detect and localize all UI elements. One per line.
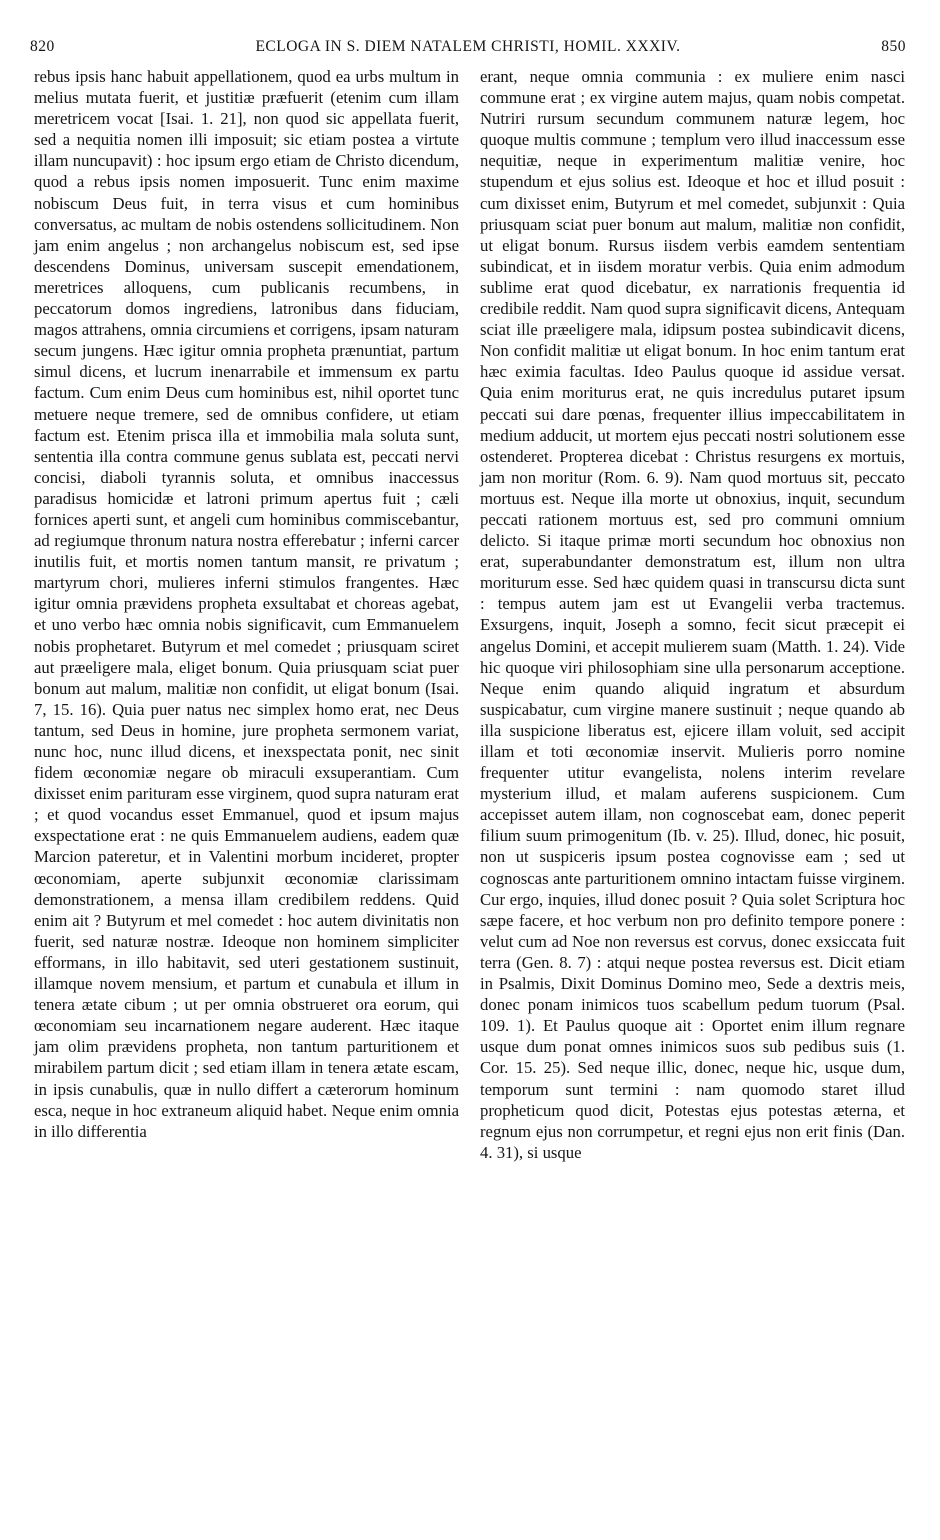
- running-header: [30, 38, 906, 64]
- running-title: ECLOGA IN S. DIEM NATALEM CHRISTI, HOMIL. XXXIV.: [255, 38, 681, 55]
- text-column-left: [34, 66, 459, 1142]
- column-left-text: rebus ipsis hanc habuit appellationem, quod ea urbs multum in melius mutata fuerit, et justitiæ præfuerit (etenim cum illam meretricem vocat [Isai. 1. 21], non quod sic appellata fuerit, sed a nequitia nomen illi imposuit; sic etiam postea a virtute illam nuncupavit) : hoc ipsum ergo etiam de Christo dicendum, quod a rebus ipsis nomen imposuerit. Tunc enim maxime nobiscum Deus fuit, in terra visus et cum hominibus conversatus, ac multam de nobis ostendens sollicitudinem. Non jam enim angelus ; non archangelus nobiscum est, sed ipse descendens Dominus, universam suscepit emendationem, meretrices alloquens, cum publicanis recumbens, in peccatorum domos ingrediens, latronibus dans fiduciam, magos attrahens, omnia circumiens et corrigens, ipsam naturam secum jungens. Hæc igitur omnia propheta prænuntiat, partum simul dicens, et lucrum inenarrabile et immensum ex partu factum. Cum enim Deus cum hominibus est, nihil oportet tunc metuere neque tremere, sed de omnibus confidere, ut etiam factum est. Etenim prisca illa et immobilia mala soluta sunt, sententia illa contra commune genus sublata est, peccati nervi concisi, diaboli tyrannis soluta, et omnibus inaccessus paradisus homicidæ et latroni primum apertus fuit ; cæli fornices aperti sunt, et angeli cum hominibus commiscebantur, ad regiumque thronum natura nostra efferebatur ; inferni carcer inutilis fuit, et mortis nomen tantum mansit, re privatum ; martyrum chori, mulieres inferni stimulos frangentes. Hæc igitur omnia prævidens propheta exsultabat et choreas agebat, et uno verbo hæc omnia nobis significavit, cum Emmanuelem nobis prophetaret. Butyrum et mel comedet ; priusquam sciret aut præeligere mala, eliget bonum. Quia priusquam sciat puer bonum aut malum, malitiæ non confidit, ut eligat bonum (Isai. 7, 15. 16). Quia puer natus nec simplex homo erat, nec Deus tantum, sed Deus in homine, jure propheta sermonem variat, nunc hoc, nunc illud dicens, et inexspectata ponit, nec sinit fidem œconomiæ negare ob miraculi exsuperantiam. Cum dixisset enim parituram esse virginem, quod supra naturam erat ; et quod vocandus esset Emmanuel, quod et ipsum majus exspectatione erat : ne quis Emmanuelem audiens, eadem quæ Marcion pateretur, et in Valentini morbum incideret, propter œconomiam, aperte subjunxit œconomiæ clarissimam demonstrationem, a mensa illam credibilem reddens. Quid enim ait ? Butyrum et mel comedet : hoc autem divinitatis non fuerit, sed naturæ nostræ. Ideoque non hominem simpliciter efformans, in illo habitavit, sed uteri gestationem sustinuit, illamque novem mensium, et partum et cunabula et illum in tenera ætate cibum ; ut per omnia obstrueret ora eorum, qui œconomiam seu incarnationem negare auderent. Hæc itaque jam olim prævidens propheta, non tantum parturitionem et mirabilem partum dicit ; sed etiam illam in tenera ætate escam, in ipsis cunabulis, quæ in nullo differt a cæterorum hominum esca, neque in hoc extraneum aliquid habet. Neque enim omnia in illo differentia: [34, 67, 459, 1141]
- column-right-text: erant, neque omnia communia : ex muliere enim nasci commune erat ; ex virgine autem majus, quam nobis competat. Nutriri rursum secundum communem naturæ legem, hoc quoque multis commune ; templum vero illud inaccessum esse nequitiæ, neque in experimentum malitiæ venire, hoc stupendum et ejus solius est. Ideoque et hoc et illud posuit : cum dixisset enim, Butyrum et mel comedet, subjunxit : Quia priusquam sciat puer bonum aut malum, malitiæ non confidit, ut eligat bonum. Rursus iisdem verbis eamdem sententiam subindicat, et in iisdem moratur verbis. Quia enim admodum sublime erat quod dicebatur, ex narrationis frequentia id credibile reddit. Nam quod supra significavit dicens, Antequam sciat ille præeligere mala, idipsum postea subindicavit dicens, Non confidit malitiæ ut eligat bonum. In hoc enim tantum erat hæc eximia facultas. Ideo Paulus quoque id assidue versat. Quia enim moriturus erat, ne quis incredulus putaret ipsum peccati sui dare pœnas, frequenter illius impeccabilitatem in medium adducit, ut mortem ejus peccati nostri solutionem esse ostenderet. Propterea dicebat : Christus resurgens ex mortuis, jam non moritur (Rom. 6. 9). Nam quod mortuus sit, peccato mortuus est. Neque illa morte ut obnoxius, inquit, secundum peccati rationem mortuus est, sed pro communi omnium delicto. Si itaque primæ morti secundum hoc obnoxius non erat, superabundanter demonstratum est, illum non ultra moriturum esse. Sed hæc quidem quasi in transcursu dicta sunt : tempus autem jam est ut Evangelii verba tractemus. Exsurgens, inquit, Joseph a somno, fecit sicut præcepit ei angelus Domini, et accepit mulierem suam (Matth. 1. 24). Vide hic quoque viri philosophiam sine ulla personarum acceptione. Neque enim quando aliquid ingratum et absurdum suspicabatur, cum virgine manere sustinuit ; neque quando ab illa suspicione liberatus est, ejicere illam voluit, sed accipit illam et toti œconomiæ inservit. Mulieris porro nomine frequenter utitur evangelista, nolens interim revelare mysterium illud, et malam auferens suspicionem. Cum accepisset autem illam, non cognoscebat eam, donec peperit filium suum primogenitum (Ib. v. 25). Illud, donec, hic posuit, non ut suspiceris ipsum postea cognovisse eam ; sed ut cognoscas ante parturitionem omnino intactam fuisse virginem. Cur ergo, inquies, illud donec posuit ? Quia solet Scriptura hoc sæpe facere, et hoc verbum non pro definito tempore ponere : velut cum ad Noe non reversus est corvus, donec exsiccata fuit terra (Gen. 8. 7) : atqui neque postea reversus est. Dicit etiam in Psalmis, Dixit Dominus Domino meo, Sede a dextris meis, donec ponam inimicos tuos scabellum pedum tuorum (Psal. 109. 1). Et Paulus quoque ait : Oportet enim illum regnare usque dum ponat omnes inimicos suos sub pedibus suis (1. Cor. 15. 25). Sed neque illic, donec, neque hic, usque dum, temporum sunt termini : nam quomodo staret illud propheticum quod dicit, Potestas ejus potestas æterna, et regnum ejus non corrumpetur, et regni ejus non erit finis (Dan. 4. 31), si usque: [480, 67, 905, 1162]
- text-column-right: [480, 66, 905, 1163]
- page-number-right: 850: [881, 38, 906, 55]
- page-number-left: 820: [30, 38, 55, 55]
